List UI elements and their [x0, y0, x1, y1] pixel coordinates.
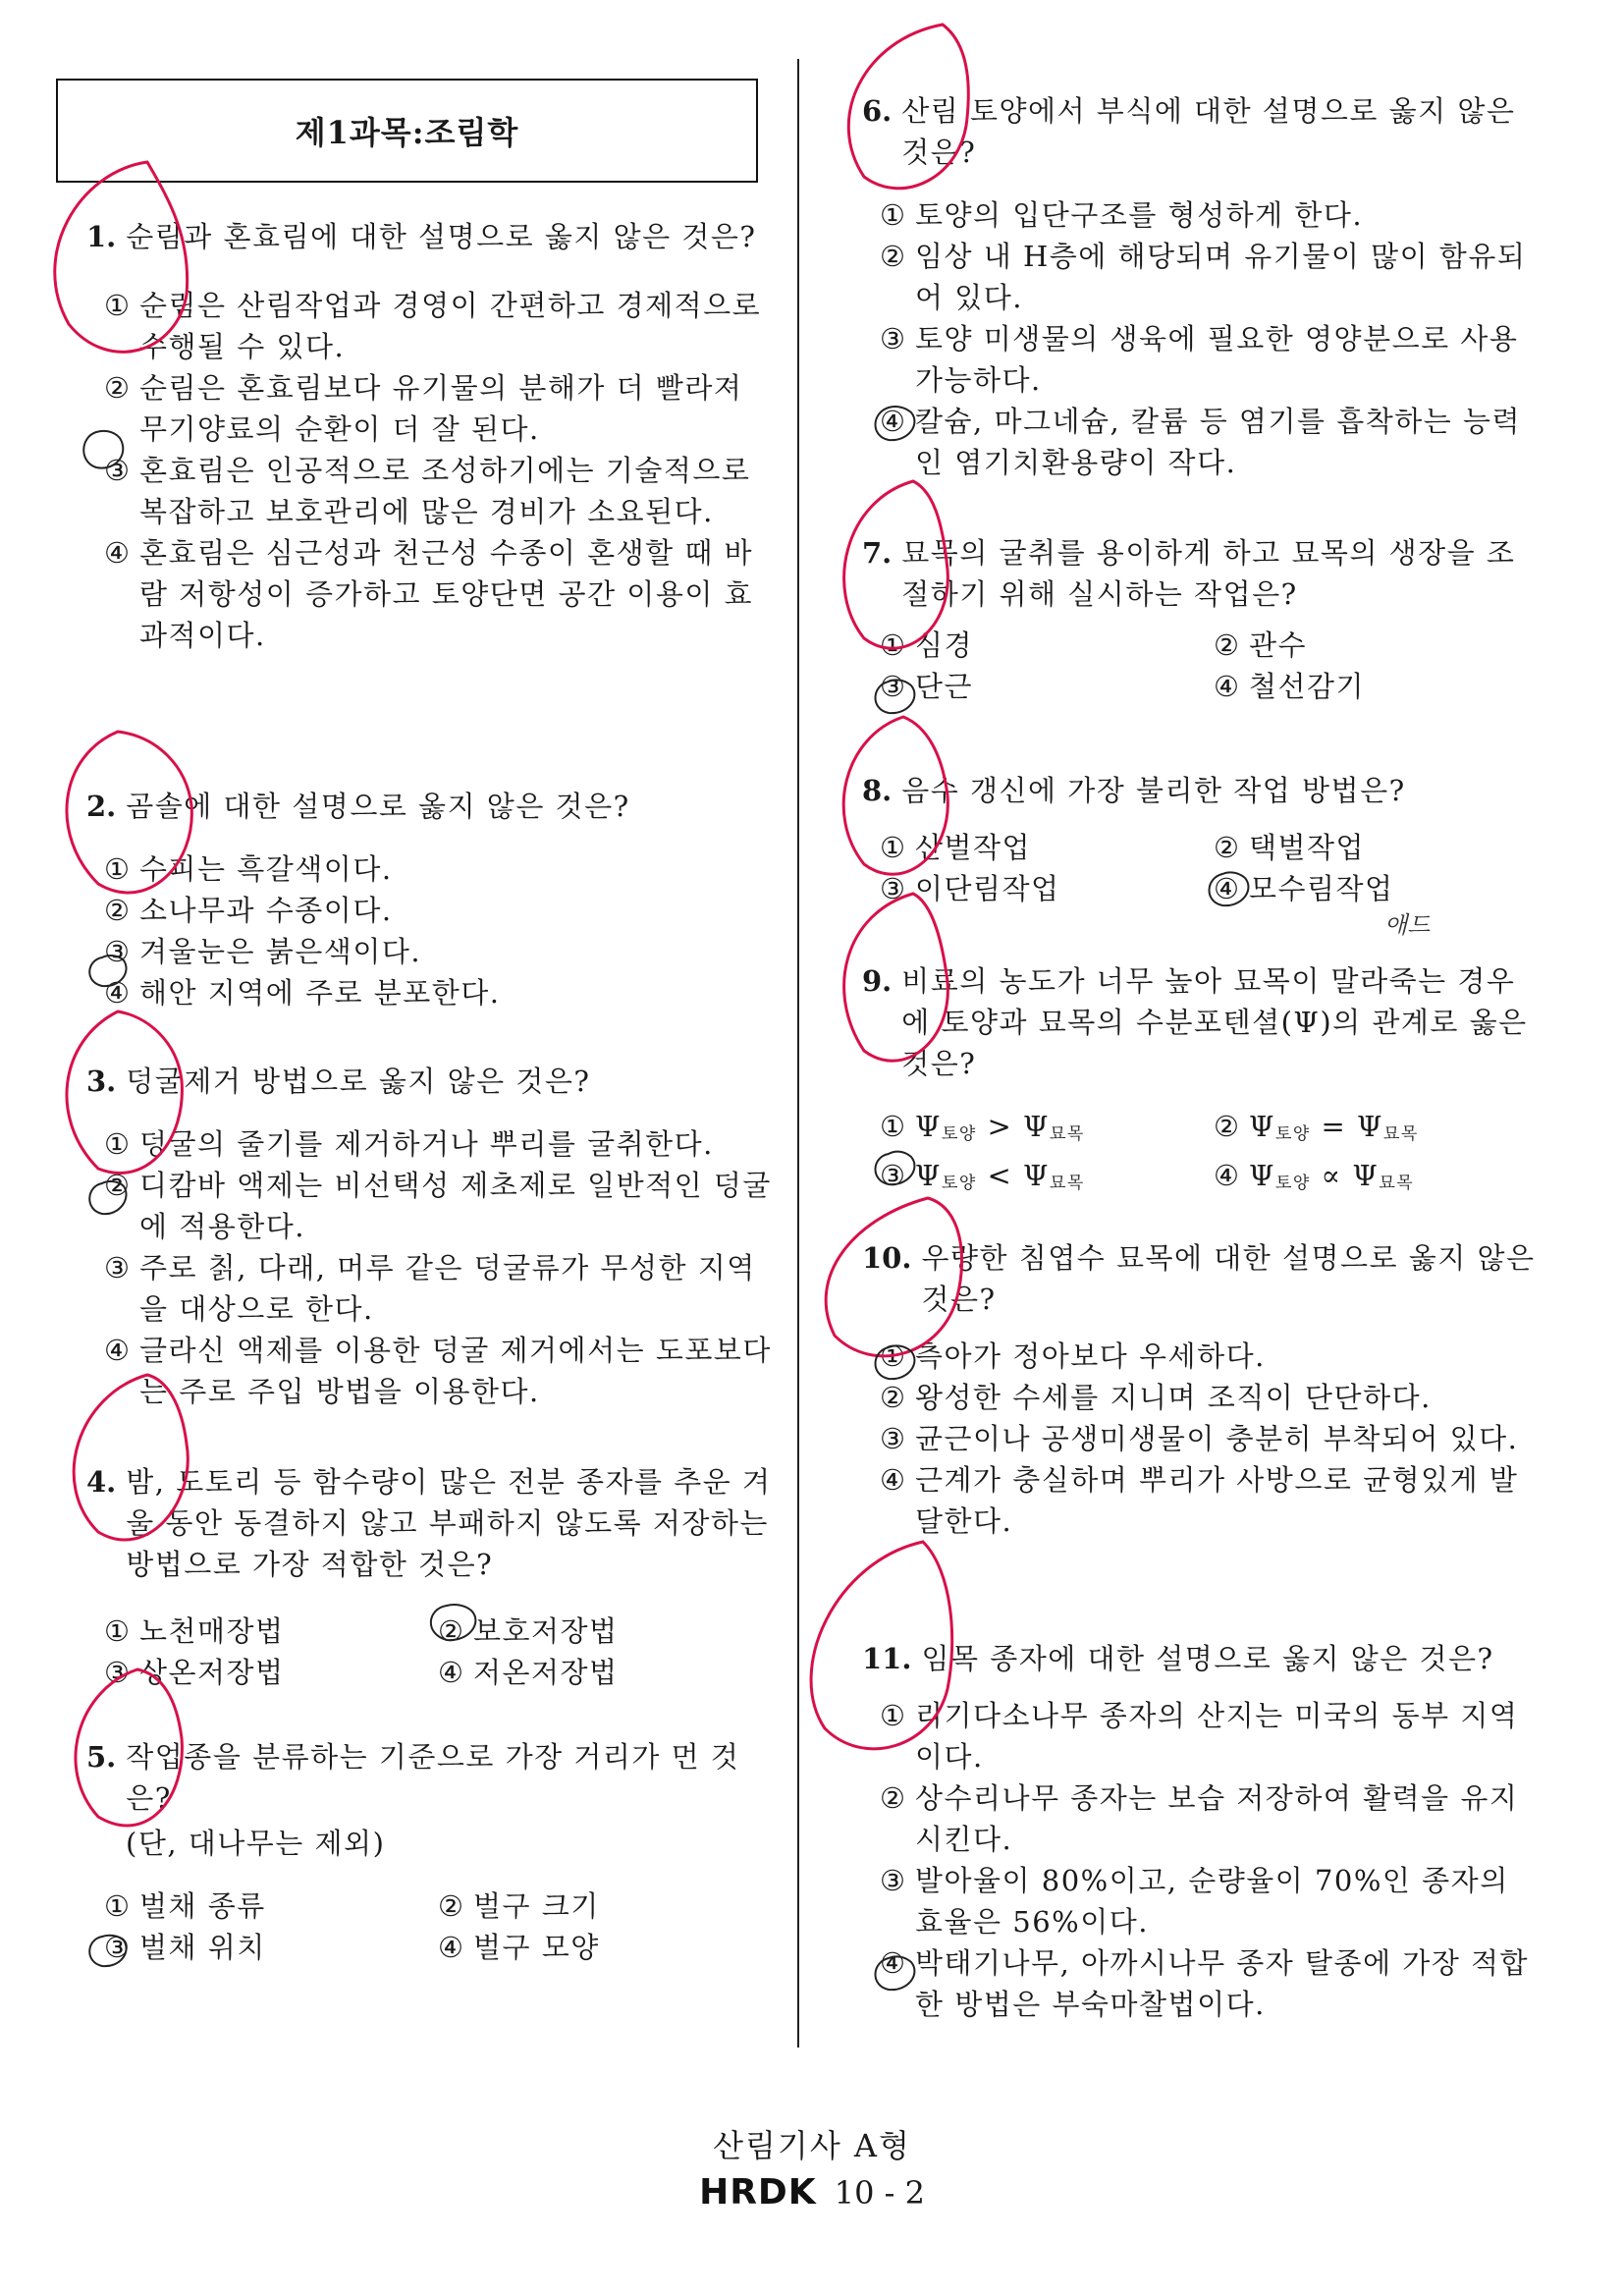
- option-2[interactable]: ② 보호저장법: [438, 1614, 619, 1648]
- option-2[interactable]: ② 상수리나무 종자는 보습 저장하여 활력을 유지시킨다.: [880, 1781, 1519, 1856]
- option-2[interactable]: ② 디캄바 액제는 비선택성 제초제로 일반적인 덩굴에 적용한다.: [104, 1169, 772, 1243]
- question-stem: 음수 갱신에 가장 불리한 작업 방법은?: [901, 774, 1406, 807]
- option-4[interactable]: ④ 철선감기: [1214, 670, 1366, 703]
- question-stem: 작업종을 분류하는 기준으로 가장 거리가 먼 것은?: [126, 1740, 740, 1815]
- option-4[interactable]: ④ 해안 지역에 주로 분포한다.: [104, 976, 501, 1010]
- column-divider: [797, 59, 799, 2048]
- question-4: 4. 밤, 도토리 등 함수량이 많은 전분 종자를 추운 겨울 동안 동결하지 않고 부패하지 않도록 저장하는 방법으로 가장 적합한 것은? ① 노천매장법 ② 보호저장법 ③ 상온저장법 ④ 저온저장법: [86, 1461, 774, 1693]
- option-3[interactable]: ③ 균근이나 공생미생물이 충분히 부착되어 있다.: [880, 1422, 1519, 1455]
- question-11: 11. 임목 종자에 대한 설명으로 옳지 않은 것은? ① 리기다소나무 종자의 산지는 미국의 동부 지역이다. ② 상수리나무 종자는 보습 저장하여 활력을 유지시킨다. ③ 발아율이 80%이고, 순량율이 70%인 종자의 효율은 56%이다. ④ 박태기나무, 아까시나무 종자 탈종에 가장 적합한 방법은 부숙마찰법이다.: [862, 1638, 1540, 2025]
- option-4[interactable]: ④ 근계가 충실하며 뿌리가 사방으로 균형있게 발달한다.: [880, 1463, 1519, 1538]
- question-number: 1.: [86, 220, 117, 253]
- option-2[interactable]: ② 왕성한 수세를 지니며 조직이 단단하다.: [880, 1381, 1432, 1414]
- page-footer: [0, 2172, 1624, 2213]
- question-stem: 비료의 농도가 너무 높아 묘목이 말라죽는 경우에 토양과 묘목의 수분포텐셜(Ψ)의 관계로 옳은 것은?: [901, 964, 1528, 1080]
- option-3[interactable]: ③ 혼효림은 인공적으로 조성하기에는 기술적으로 복잡하고 보호관리에 많은 경비가 소요된다.: [104, 454, 751, 528]
- question-6: 6. 산림 토양에서 부식에 대한 설명으로 옳지 않은 것은? ① 토양의 입단구조를 형성하게 한다. ② 임상 내 H층에 해당되며 유기물이 많이 함유되어 있다. ③ 토양 미생물의 생육에 필요한 영양분으로 사용 가능하다. ④ 칼슘, 마그네슘, 칼륨 등 염기를 흡착하는 능력인 염기치환용량이 작다.: [862, 90, 1540, 483]
- option-1[interactable]: ① 벌채 종류: [104, 1889, 266, 1923]
- exam-title: 산림기사 A형: [713, 2127, 911, 2164]
- question-note: (단, 대나무는 제외): [126, 1827, 386, 1860]
- option-1[interactable]: ① 측아가 정아보다 우세하다.: [880, 1339, 1266, 1373]
- option-2[interactable]: ② 택벌작업: [1214, 831, 1366, 864]
- option-2[interactable]: ② 임상 내 H층에 해당되며 유기물이 많이 함유되어 있다.: [880, 240, 1527, 314]
- option-4[interactable]: ④ 혼효림은 심근성과 천근성 수종이 혼생할 때 바람 저항성이 증가하고 토양단면 공간 이용이 효과적이다.: [104, 536, 754, 652]
- option-3[interactable]: ③ 상온저장법: [104, 1656, 285, 1689]
- option-1[interactable]: ① 노천매장법: [104, 1614, 285, 1648]
- option-3[interactable]: ③ 발아율이 80%이고, 순량율이 70%인 종자의 효율은 56%이다.: [880, 1864, 1509, 1939]
- question-1: [86, 216, 774, 656]
- option-2[interactable]: ② 순림은 혼효림보다 유기물의 분해가 더 빨라져 무기양료의 순환이 더 잘 된다.: [104, 371, 743, 446]
- option-1[interactable]: ① 토양의 입단구조를 형성하게 한다.: [880, 198, 1364, 232]
- option-3[interactable]: ③ 주로 칡, 다래, 머루 같은 덩굴류가 무성한 지역을 대상으로 한다.: [104, 1251, 756, 1326]
- handwritten-note-q8: 애드: [1384, 911, 1431, 939]
- option-3[interactable]: ③ 벌채 위치: [104, 1931, 266, 1964]
- question-10: 10. 우량한 침엽수 묘목에 대한 설명으로 옳지 않은 것은? ① 측아가 정아보다 우세하다. ② 왕성한 수세를 지니며 조직이 단단하다. ③ 균근이나 공생미생물이 충분히 부착되어 있다. ④ 근계가 충실하며 뿌리가 사방으로 균형있게 발달한다.: [862, 1237, 1540, 1542]
- option-3[interactable]: ③ 이단림작업: [880, 872, 1060, 905]
- option-2[interactable]: ② $\Psi_{토양} = \Psi_{묘목}$: [1214, 1110, 1419, 1144]
- option-3[interactable]: ③ $\Psi_{토양} < \Psi_{묘목}$: [880, 1159, 1085, 1193]
- question-7: 7. 묘목의 굴취를 용이하게 하고 묘목의 생장을 조절하기 위해 실시하는 작업은? ① 심경 ② 관수 ③ 단근 ④ 철선감기: [862, 532, 1540, 707]
- option-4[interactable]: ④ 벌구 모양: [438, 1931, 600, 1964]
- option-4[interactable]: ④ 박태기나무, 아까시나무 종자 탈종에 가장 적합한 방법은 부숙마찰법이다.: [880, 1946, 1530, 2021]
- question-9: 9. 비료의 농도가 너무 높아 묘목이 말라죽는 경우에 토양과 묘목의 수분포텐셜(Ψ)의 관계로 옳은 것은? ① $\Psi_{토양} > \Psi_{묘목}$ ② $\Psi_{토양} = \Psi_{묘목}$ ③ $\Psi_{토양} < \Psi_{묘목}$ ④ $\Psi_{토양} \propto \Psi_{묘목}$: [862, 960, 1540, 1204]
- option-1[interactable]: ① $\Psi_{토양} > \Psi_{묘목}$: [880, 1110, 1085, 1144]
- option-4[interactable]: ④ 글라신 액제를 이용한 덩굴 제거에서는 도포보다는 주로 주입 방법을 이용한다.: [104, 1334, 772, 1408]
- option-1[interactable]: ① 수피는 흑갈색이다.: [104, 852, 393, 886]
- question-stem: 곰솔에 대한 설명으로 옳지 않은 것은?: [126, 790, 630, 823]
- question-3: 3. 덩굴제거 방법으로 옳지 않은 것은? ① 덩굴의 줄기를 제거하거나 뿌리를 굴취한다. ② 디캄바 액제는 비선택성 제초제로 일반적인 덩굴에 적용한다. ③ 주로 칡, 다래, 머루 같은 덩굴류가 무성한 지역을 대상으로 한다. ④ 글라신 액제를 이용한 덩굴 제거에서는 도포보다는 주로 주입 방법을 이용한다.: [86, 1061, 774, 1412]
- option-4[interactable]: ④ $\Psi_{토양} \propto \Psi_{묘목}$: [1214, 1159, 1415, 1193]
- option-2[interactable]: ② 소나무과 수종이다.: [104, 894, 393, 927]
- question-5: 5. 작업종을 분류하는 기준으로 가장 거리가 먼 것은? (단, 대나무는 제외) ① 벌채 종류 ② 벌구 크기 ③ 벌채 위치 ④ 벌구 모양: [86, 1736, 774, 1968]
- subject-title: 제1과목:조림학: [56, 79, 758, 183]
- hrdk-logo: HRDK: [699, 2172, 817, 2213]
- option-1[interactable]: ① 심경: [880, 628, 974, 662]
- option-3[interactable]: ③ 토양 미생물의 생육에 필요한 영양분으로 사용 가능하다.: [880, 322, 1519, 397]
- question-stem: 덩굴제거 방법으로 옳지 않은 것은?: [126, 1065, 591, 1098]
- option-3[interactable]: ③ 단근: [880, 670, 974, 703]
- option-2[interactable]: ② 벌구 크기: [438, 1889, 600, 1923]
- question-2: 2. 곰솔에 대한 설명으로 옳지 않은 것은? ① 수피는 흑갈색이다. ② 소나무과 수종이다. ③ 겨울눈은 붉은색이다. ④ 해안 지역에 주로 분포한다.: [86, 786, 774, 1013]
- option-4[interactable]: ④ 저온저장법: [438, 1656, 619, 1689]
- option-2[interactable]: ② 관수: [1214, 628, 1308, 662]
- question-stem: 산림 토양에서 부식에 대한 설명으로 옳지 않은 것은?: [901, 94, 1516, 169]
- question-stem: 임목 종자에 대한 설명으로 옳지 않은 것은?: [921, 1642, 1494, 1675]
- option-1[interactable]: ① 순림은 산림작업과 경영이 간편하고 경제적으로 수행될 수 있다.: [104, 289, 762, 363]
- option-3[interactable]: ③ 겨울눈은 붉은색이다.: [104, 935, 422, 968]
- option-1[interactable]: ① 리기다소나무 종자의 산지는 미국의 동부 지역이다.: [880, 1699, 1519, 1774]
- question-stem: 밤, 도토리 등 함수량이 많은 전분 종자를 추운 겨울 동안 동결하지 않고 부패하지 않도록 저장하는 방법으로 가장 적합한 것은?: [126, 1465, 772, 1581]
- question-stem: 우량한 침엽수 묘목에 대한 설명으로 옳지 않은 것은?: [921, 1241, 1536, 1316]
- option-4[interactable]: ④ 칼슘, 마그네슘, 칼륨 등 염기를 흡착하는 능력인 염기치환용량이 작다.: [880, 405, 1521, 479]
- page-number: 10 - 2: [834, 2173, 925, 2212]
- question-8: 8. 음수 갱신에 가장 불리한 작업 방법은? ① 산벌작업 ② 택벌작업 ③ 이단림작업 ④ 모수림작업: [862, 770, 1540, 909]
- option-4[interactable]: ④ 모수림작업: [1214, 872, 1394, 905]
- option-1[interactable]: ① 덩굴의 줄기를 제거하거나 뿌리를 굴취한다.: [104, 1127, 714, 1161]
- question-stem: 순림과 혼효림에 대한 설명으로 옳지 않은 것은?: [126, 220, 757, 253]
- question-stem: 묘목의 굴취를 용이하게 하고 묘목의 생장을 조절하기 위해 실시하는 작업은?: [901, 536, 1516, 611]
- option-1[interactable]: ① 산벌작업: [880, 831, 1032, 864]
